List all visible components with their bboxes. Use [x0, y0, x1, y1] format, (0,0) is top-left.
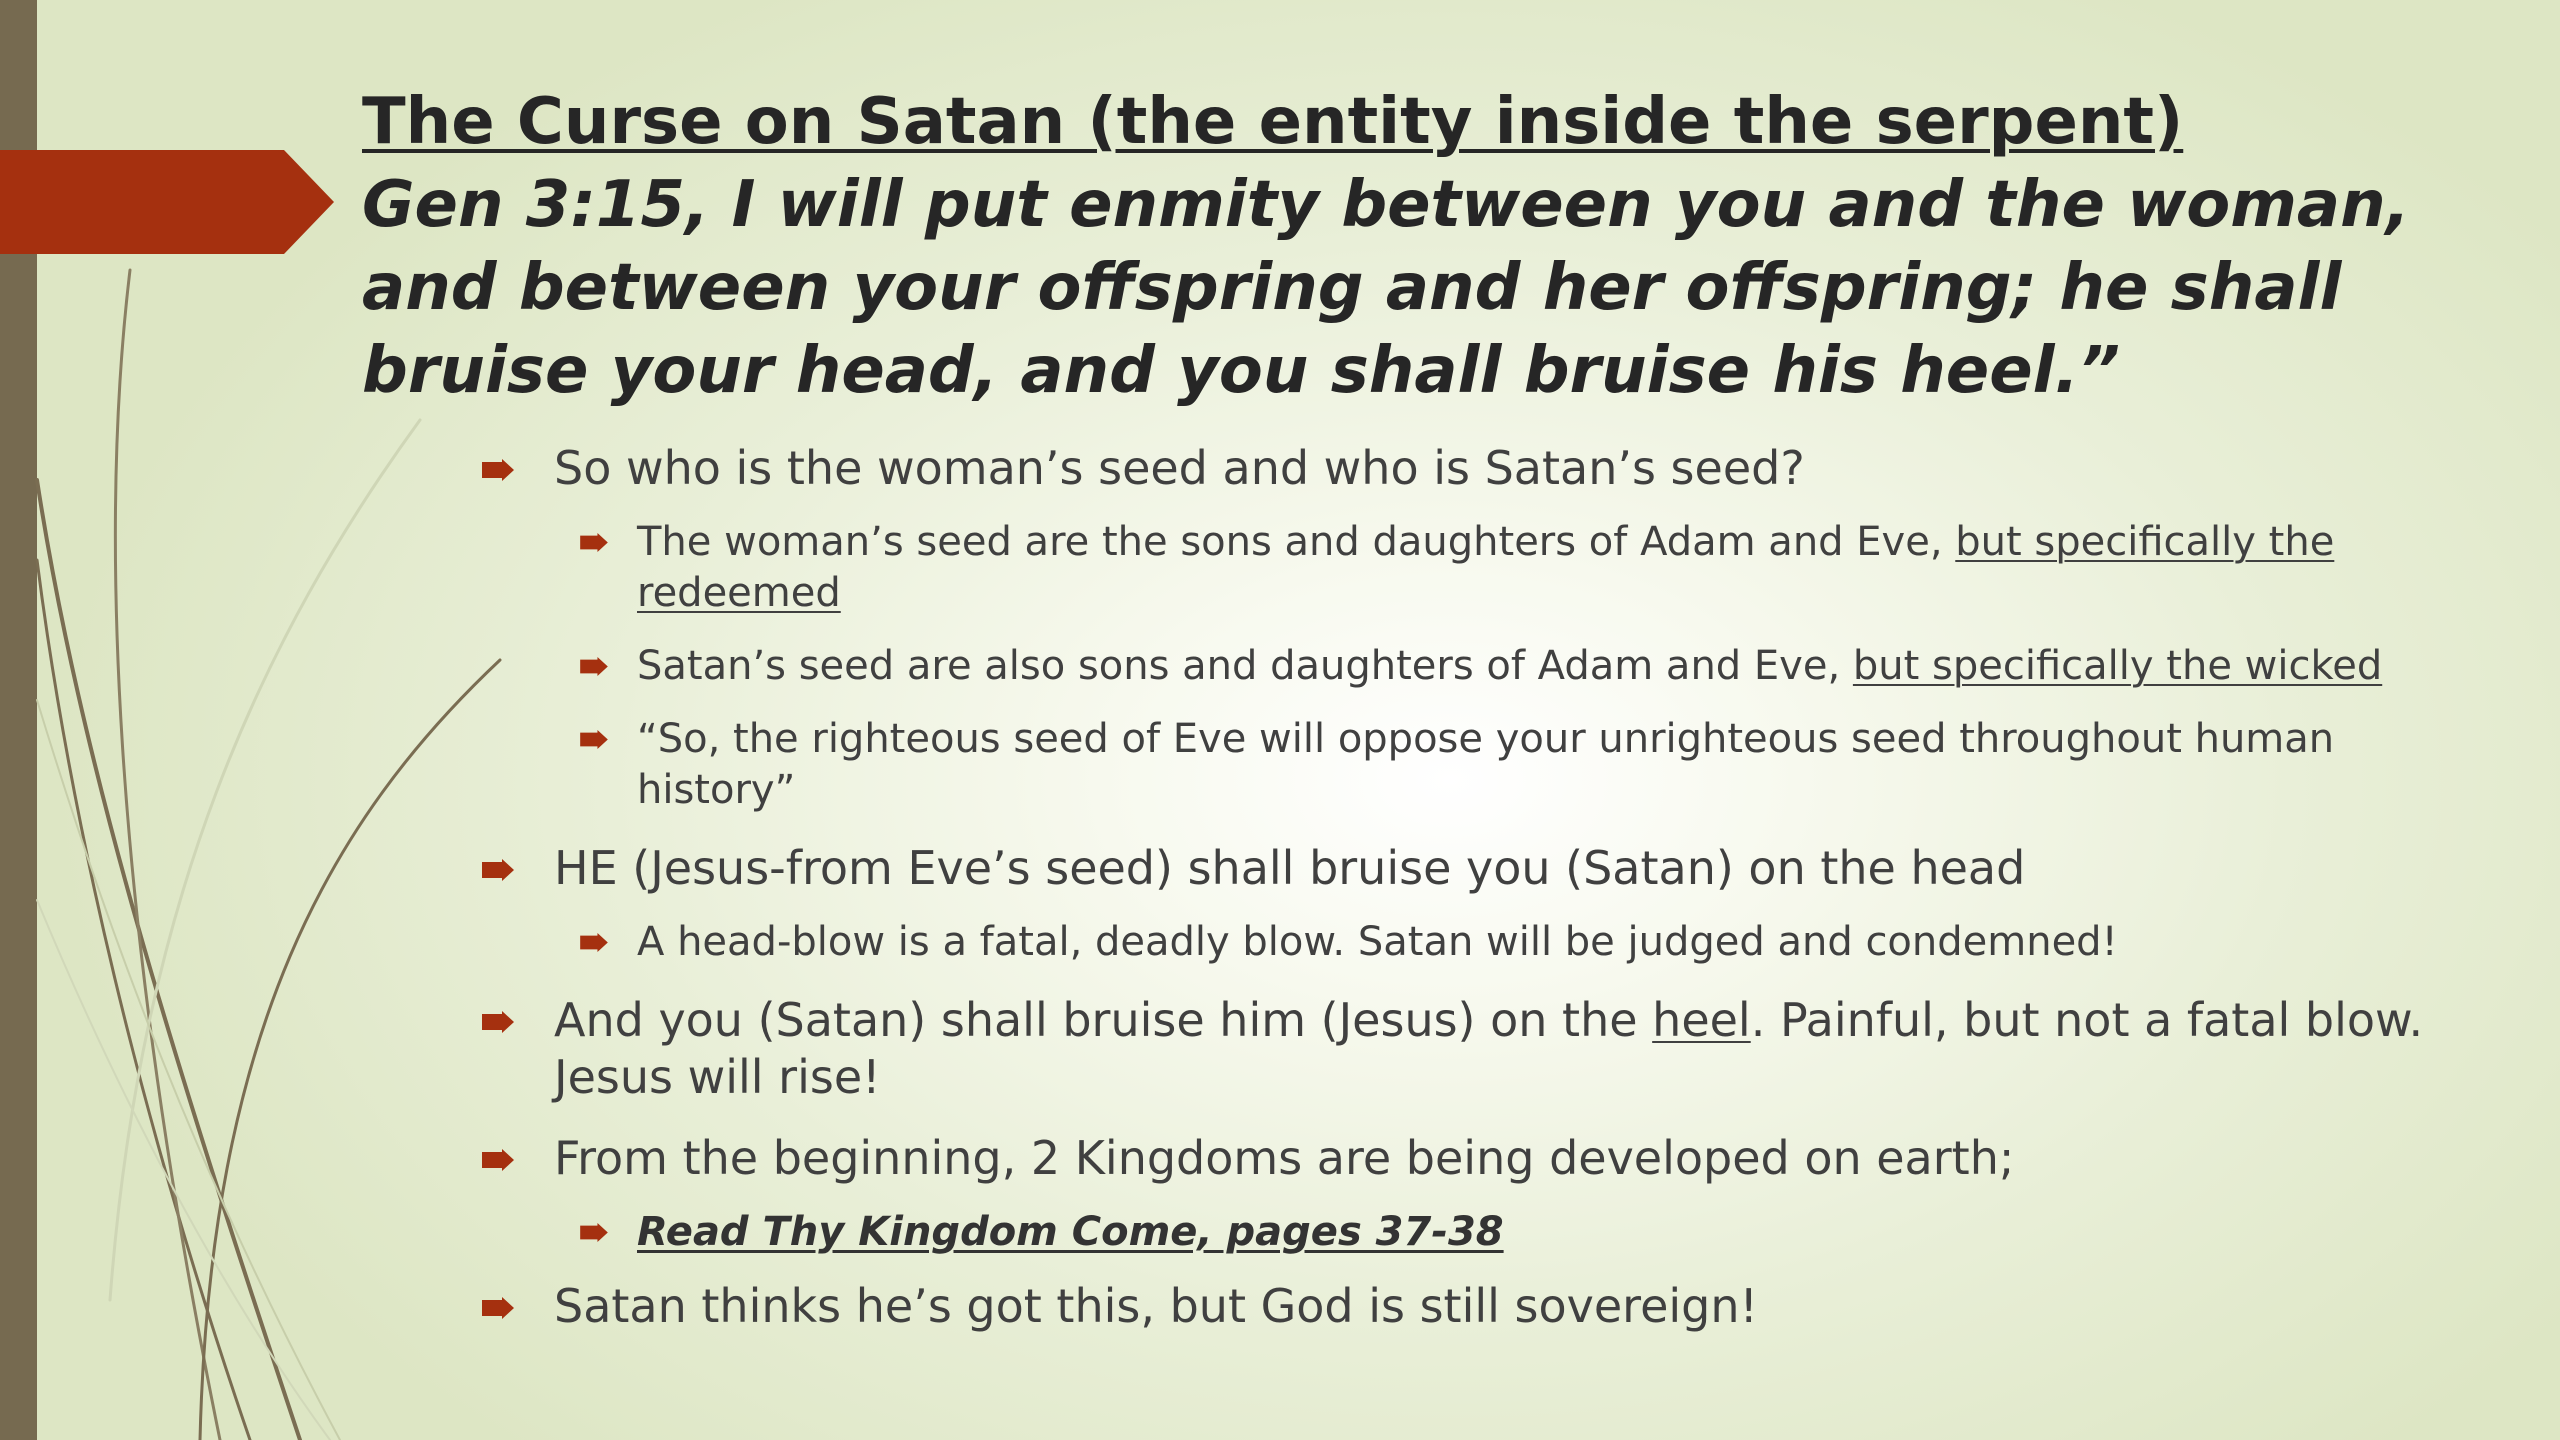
list-item	[480, 917, 2480, 968]
arrow-bullet-icon	[482, 1297, 514, 1319]
arrow-bullet-icon	[580, 730, 608, 749]
arrow-bullet-icon	[580, 533, 608, 552]
item-text: Satan thinks he’s got this, but God is still sovereign!	[554, 1279, 1758, 1333]
item-text: HE (Jesus-from Eve’s seed) shall bruise you (Satan) on the head	[554, 841, 2026, 895]
title-verse: Gen 3:15, I will put enmity between you and the woman, and between your offspring and her offspring; he shall bruise your head, and you shall bruise his heel.”	[362, 168, 2410, 408]
item-text-after: . Painful, but not a fatal blow. Jesus will rise!	[554, 993, 2424, 1104]
list-item	[480, 1130, 2480, 1187]
list-item	[480, 641, 2480, 692]
arrow-bullet-icon	[580, 933, 608, 952]
book-reference-link: Read Thy Kingdom Come, pages 37-38	[637, 1209, 1504, 1255]
list-item	[480, 714, 2480, 816]
item-text: And you (Satan) shall bruise him (Jesus) on the	[554, 993, 1653, 1047]
item-text: The woman’s seed are the sons and daughters of Adam and Eve,	[637, 519, 1956, 565]
list-item	[480, 1278, 2480, 1335]
item-text: Satan’s seed are also sons and daughters of Adam and Eve,	[637, 643, 1853, 689]
list-item	[480, 440, 2480, 497]
item-underlined-text: heel	[1652, 993, 1751, 1047]
list-item	[480, 840, 2480, 897]
arrow-bullet-icon	[482, 1149, 514, 1171]
list-item	[480, 1207, 2480, 1258]
arrow-bullet-icon	[482, 459, 514, 481]
item-text: So who is the woman’s seed and who is Satan’s seed?	[554, 441, 1805, 495]
item-text: “So, the righteous seed of Eve will oppose your unrighteous seed throughout human history”	[637, 716, 2335, 813]
item-underlined-text: but specifically the redeemed	[637, 519, 2335, 616]
item-text: From the beginning, 2 Kingdoms are being developed on earth;	[554, 1131, 2015, 1185]
list-item	[480, 517, 2480, 619]
bullet-list	[480, 440, 2480, 1335]
arrow-bullet-icon	[482, 859, 514, 881]
arrow-bullet-icon	[580, 657, 608, 676]
list-item	[480, 992, 2480, 1106]
title-heading: The Curse on Satan (the entity inside the serpent)	[362, 85, 2184, 159]
slide-title	[362, 80, 2442, 413]
arrow-bullet-icon	[580, 1223, 608, 1242]
title-arrow-shape	[0, 150, 334, 254]
item-underlined-text: but specifically the wicked	[1852, 643, 2383, 689]
arrow-bullet-icon	[482, 1011, 514, 1033]
item-text: A head-blow is a fatal, deadly blow. Satan will be judged and condemned!	[637, 919, 2118, 965]
